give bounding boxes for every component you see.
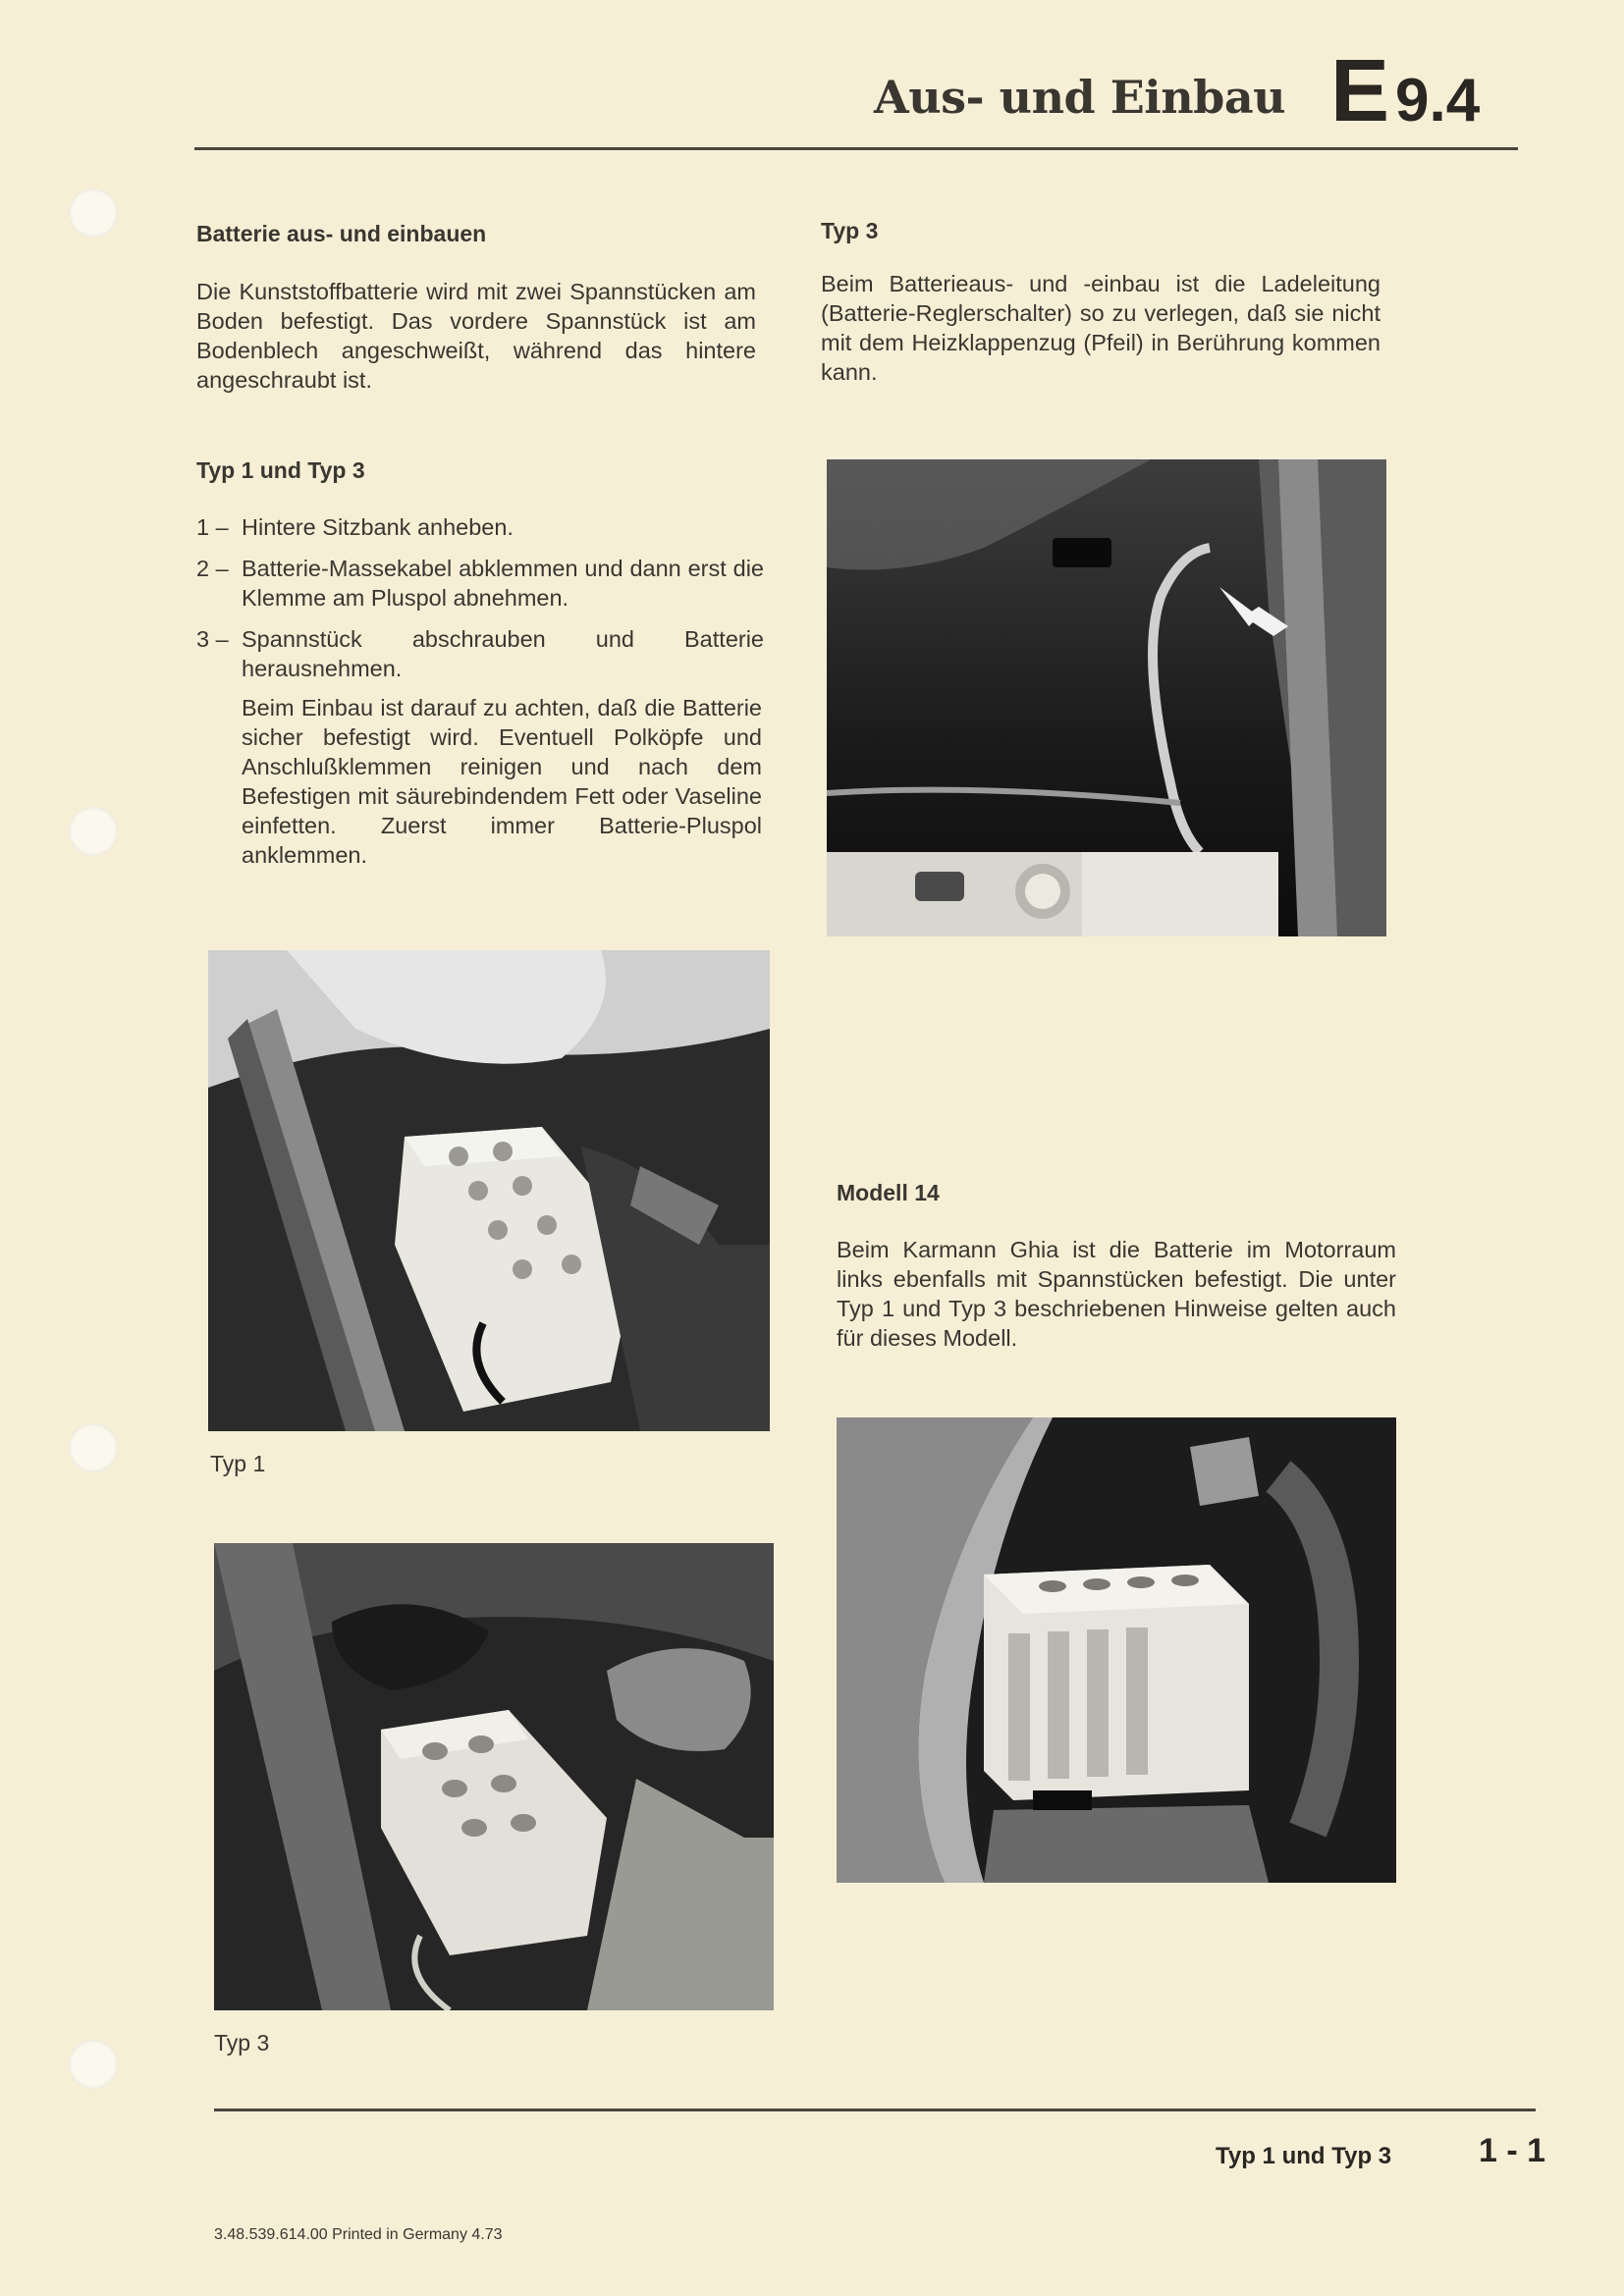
section-number: 9.4 xyxy=(1395,67,1481,134)
subheading-modell14: Modell 14 xyxy=(837,1180,940,1205)
photo-typ3-cable xyxy=(827,459,1386,936)
list-item xyxy=(196,554,764,613)
header-rule xyxy=(194,147,1518,150)
list-item xyxy=(196,512,764,542)
footer-rule xyxy=(214,2109,1536,2111)
steps-list xyxy=(196,512,764,695)
print-info: 3.48.539.614.00 Printed in Germany 4.73 xyxy=(214,2226,503,2243)
intro-paragraph: Die Kunststoffbatterie wird mit zwei Spannstücken am Boden befestigt. Das vordere Spannstück ist am Bodenblech angeschweißt, während das hintere angeschraubt ist. xyxy=(196,279,756,393)
caption-typ3: Typ 3 xyxy=(214,2030,270,2056)
installation-note: Beim Einbau ist darauf zu achten, daß die Batterie sicher befestigt wird. Eventuell Polköpfe und Anschlußklemmen reinigen und nach dem Befestigen mit säurebindendem Fett oder Vaseline einfetten. Zuerst immer Batterie-Pluspol anklemmen. xyxy=(242,695,762,868)
binder-hole xyxy=(69,188,118,238)
section-letter: E xyxy=(1330,42,1390,140)
subheading-typ3: Typ 3 xyxy=(821,218,879,243)
photo-illustration xyxy=(837,1417,1396,1883)
binder-hole xyxy=(69,807,118,856)
step-text: Hintere Sitzbank anheben. xyxy=(242,514,514,540)
photo-typ1-battery xyxy=(208,950,770,1431)
photo-illustration xyxy=(827,459,1386,936)
photo-typ3-battery xyxy=(214,1543,774,2010)
step-text: Batterie-Massekabel abklemmen und dann erst die Klemme am Pluspol abnehmen. xyxy=(242,556,764,611)
step-number: 2 – xyxy=(196,556,229,581)
binder-hole xyxy=(69,2040,118,2089)
photo-illustration xyxy=(214,1543,774,2010)
list-item xyxy=(196,624,764,683)
step-number: 3 – xyxy=(196,626,229,652)
typ3-paragraph: Beim Batterieaus- und -einbau ist die Ladeleitung (Batterie-Reglerschalter) so zu verlegen, daß sie nicht mit dem Heizklappenzug (Pfeil) in Berührung kommen kann. xyxy=(821,271,1380,385)
photo-illustration xyxy=(208,950,770,1431)
step-number: 1 – xyxy=(196,514,229,540)
section-code xyxy=(1330,41,1480,142)
page-title: Aus- und Einbau xyxy=(874,71,1286,124)
modell14-paragraph: Beim Karmann Ghia ist die Batterie im Motorraum links ebenfalls mit Spannstücken befestigt. Die unter Typ 1 und Typ 3 beschriebenen Hinweise gelten auch für dieses Modell. xyxy=(837,1237,1396,1351)
page-number: 1 - 1 xyxy=(1479,2132,1546,2169)
section-heading: Batterie aus- und einbauen xyxy=(196,221,487,246)
caption-typ1: Typ 1 xyxy=(210,1451,266,1476)
step-text: Spannstück abschrauben und Batterie herausnehmen. xyxy=(242,626,764,681)
footer-label: Typ 1 und Typ 3 xyxy=(1216,2143,1392,2169)
binder-hole xyxy=(69,1423,118,1472)
photo-modell14-battery xyxy=(837,1417,1396,1883)
subheading-typ1-typ3: Typ 1 und Typ 3 xyxy=(196,457,365,483)
